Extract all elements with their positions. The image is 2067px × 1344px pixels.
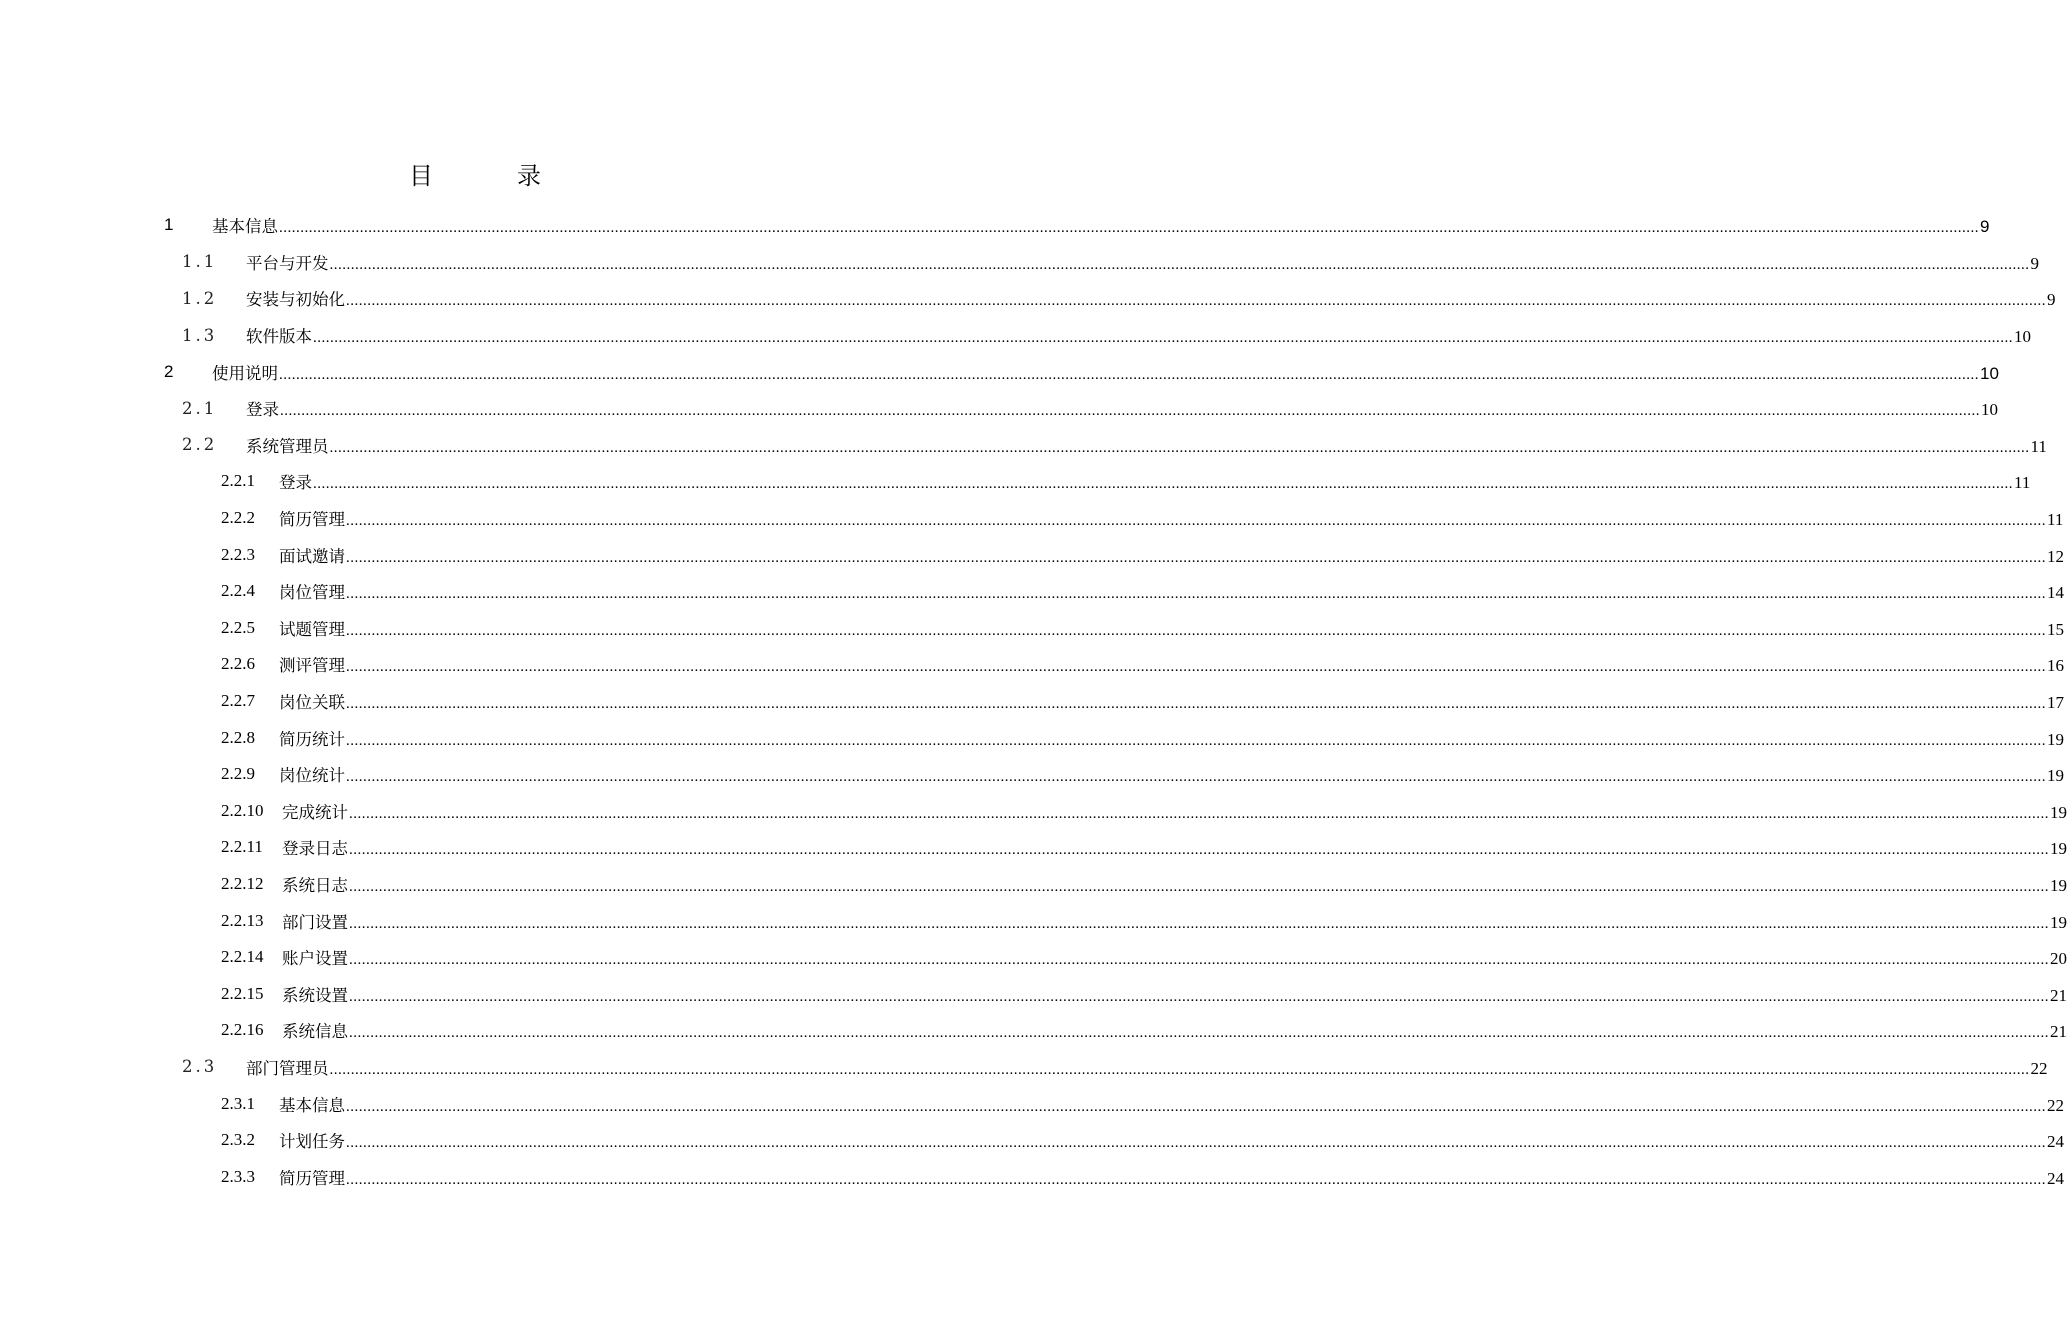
toc-entry-number: 2.2.9 bbox=[221, 764, 255, 784]
toc-entry-line bbox=[212, 360, 1999, 384]
dot-leader: ................................................................................................................................................................................................................................................................................................................................................................................................................ bbox=[279, 366, 1979, 383]
toc-entry-line bbox=[282, 909, 2067, 933]
toc-entry-line bbox=[279, 652, 2064, 676]
toc-entry-number: 1 bbox=[164, 215, 174, 235]
toc-entry-line bbox=[246, 396, 1998, 420]
toc-entry-number: 2.2.5 bbox=[221, 617, 255, 637]
toc-entry-title: 计划任务 bbox=[279, 1132, 345, 1152]
toc-entry-line bbox=[212, 213, 1990, 237]
toc-entry-number: 2.1 bbox=[182, 398, 218, 418]
toc-entry-number: 2 bbox=[164, 361, 174, 381]
dot-leader: ................................................................................................................................................................................................................................................................................................................................................................................................................ bbox=[346, 293, 2046, 310]
toc-entry-line bbox=[282, 872, 2067, 896]
dot-leader: ................................................................................................................................................................................................................................................................................................................................................................................................................ bbox=[349, 952, 2049, 969]
dot-leader: ................................................................................................................................................................................................................................................................................................................................................................................................................ bbox=[329, 439, 2030, 456]
toc-entry-page-number: 22 bbox=[2047, 1095, 2064, 1115]
dot-leader: ................................................................................................................................................................................................................................................................................................................................................................................................................ bbox=[349, 988, 2049, 1005]
toc-entry-page-number: 24 bbox=[2047, 1168, 2064, 1188]
toc-entry-page-number: 21 bbox=[2050, 1022, 2067, 1042]
toc-entry-title: 面试邀请 bbox=[279, 546, 345, 566]
toc-entry[interactable] bbox=[0, 610, 2064, 647]
toc-entry-line bbox=[246, 1055, 2048, 1079]
toc-entry-number: 2.3.2 bbox=[221, 1130, 255, 1150]
toc-entry-number: 1.1 bbox=[182, 252, 218, 272]
dot-leader: ................................................................................................................................................................................................................................................................................................................................................................................................................ bbox=[349, 878, 2049, 895]
toc-entry-page-number: 10 bbox=[2014, 327, 2031, 347]
toc-entry-line bbox=[279, 469, 2031, 493]
dot-leader: ................................................................................................................................................................................................................................................................................................................................................................................................................ bbox=[313, 330, 2013, 347]
toc-entry[interactable] bbox=[0, 683, 2064, 720]
toc-entry[interactable] bbox=[0, 719, 2064, 756]
toc-entry[interactable] bbox=[0, 573, 2064, 610]
toc-entry-title: 部门管理员 bbox=[246, 1058, 329, 1078]
toc-entry-page-number: 17 bbox=[2047, 693, 2064, 713]
toc-entry-title: 简历统计 bbox=[279, 729, 345, 749]
toc-entry-title: 登录 bbox=[246, 400, 279, 420]
toc-entry-page-number: 19 bbox=[2050, 912, 2067, 932]
toc-entry[interactable] bbox=[0, 244, 2039, 281]
toc-entry[interactable] bbox=[0, 463, 2031, 500]
toc-entry-line bbox=[246, 433, 2047, 457]
toc-entry-title: 岗位管理 bbox=[279, 583, 345, 603]
toc-entry-line bbox=[279, 726, 2064, 750]
toc-entry-line bbox=[279, 579, 2064, 603]
toc-entry-title: 登录 bbox=[279, 473, 312, 493]
dot-leader: ................................................................................................................................................................................................................................................................................................................................................................................................................ bbox=[280, 403, 1980, 420]
dot-leader: ................................................................................................................................................................................................................................................................................................................................................................................................................ bbox=[349, 805, 2049, 822]
toc-entry-line bbox=[282, 945, 2067, 969]
toc-entry-number: 2.2.4 bbox=[221, 581, 255, 601]
toc-entry-page-number: 14 bbox=[2047, 583, 2064, 603]
toc-entry-line bbox=[279, 506, 2064, 530]
toc-entry-number: 2.2.6 bbox=[221, 654, 255, 674]
toc-entry-line bbox=[246, 250, 2039, 274]
toc-entry-number: 2.2.3 bbox=[221, 544, 255, 564]
toc-entry-number: 2.2 bbox=[182, 435, 218, 455]
toc-entry-page-number: 15 bbox=[2047, 619, 2064, 639]
toc-entry[interactable] bbox=[0, 500, 2064, 537]
toc-entry-page-number: 19 bbox=[2047, 729, 2064, 749]
toc-entry-number: 2.2.12 bbox=[221, 873, 264, 893]
toc-entry-number: 2.2.16 bbox=[221, 1020, 264, 1040]
toc-entry-line bbox=[279, 689, 2064, 713]
toc-entry[interactable] bbox=[0, 1012, 2067, 1049]
toc-entry-number: 2.2.8 bbox=[221, 727, 255, 747]
toc-entry[interactable] bbox=[0, 646, 2064, 683]
toc-entry-page-number: 11 bbox=[2014, 473, 2031, 493]
toc-entry-page-number: 20 bbox=[2050, 949, 2067, 969]
toc-entry-line bbox=[279, 1165, 2064, 1189]
toc-entry[interactable] bbox=[0, 1122, 2064, 1159]
toc-entry-number: 2.2.2 bbox=[221, 508, 255, 528]
toc-entry-line bbox=[282, 982, 2067, 1006]
table-of-contents bbox=[0, 207, 2067, 1195]
toc-entry[interactable] bbox=[0, 829, 2067, 866]
dot-leader: ................................................................................................................................................................................................................................................................................................................................................................................................................ bbox=[346, 696, 2046, 713]
toc-entry-page-number: 16 bbox=[2047, 656, 2064, 676]
toc-entry[interactable] bbox=[0, 1085, 2064, 1122]
toc-entry-number: 2.2.7 bbox=[221, 691, 255, 711]
toc-entry-title: 试题管理 bbox=[279, 619, 345, 639]
toc-entry-number: 2.3.1 bbox=[221, 1093, 255, 1113]
toc-entry-page-number: 22 bbox=[2030, 1058, 2048, 1078]
toc-entry-title: 测评管理 bbox=[279, 656, 345, 676]
toc-entry-number: 2.2.13 bbox=[221, 910, 264, 930]
toc-entry[interactable] bbox=[0, 390, 1998, 427]
toc-entry-page-number: 12 bbox=[2047, 546, 2064, 566]
toc-entry-page-number: 10 bbox=[1980, 363, 1999, 383]
toc-entry-line bbox=[279, 1128, 2064, 1152]
toc-entry-title: 岗位关联 bbox=[279, 693, 345, 713]
toc-entry-page-number: 9 bbox=[1980, 217, 1990, 237]
dot-leader: ................................................................................................................................................................................................................................................................................................................................................................................................................ bbox=[346, 732, 2046, 749]
toc-entry-title: 岗位统计 bbox=[279, 766, 345, 786]
toc-entry-page-number: 19 bbox=[2050, 875, 2067, 895]
toc-entry-page-number: 9 bbox=[2030, 253, 2039, 273]
dot-leader: ................................................................................................................................................................................................................................................................................................................................................................................................................ bbox=[346, 1171, 2046, 1188]
toc-entry-page-number: 24 bbox=[2047, 1132, 2064, 1152]
toc-entry-title: 系统管理员 bbox=[246, 436, 329, 456]
toc-entry-number: 2.2.1 bbox=[221, 471, 255, 491]
toc-entry-number: 2.2.14 bbox=[221, 947, 264, 967]
toc-entry-page-number: 9 bbox=[2047, 290, 2056, 310]
toc-entry-title: 账户设置 bbox=[282, 949, 348, 969]
toc-entry[interactable] bbox=[0, 280, 2056, 317]
toc-entry-page-number: 19 bbox=[2050, 839, 2067, 859]
toc-entry-line bbox=[246, 323, 2031, 347]
toc-entry-title: 平台与开发 bbox=[246, 253, 329, 273]
toc-entry-page-number: 10 bbox=[1981, 400, 1998, 420]
dot-leader: ................................................................................................................................................................................................................................................................................................................................................................................................................ bbox=[349, 915, 2049, 932]
toc-entry-number: 2.2.15 bbox=[221, 983, 264, 1003]
toc-entry[interactable] bbox=[0, 317, 2031, 354]
dot-leader: ................................................................................................................................................................................................................................................................................................................................................................................................................ bbox=[349, 842, 2049, 859]
toc-entry-number: 2.2.11 bbox=[221, 837, 263, 857]
toc-entry[interactable] bbox=[0, 1158, 2064, 1195]
toc-entry-title: 系统日志 bbox=[282, 875, 348, 895]
toc-entry-number: 2.2.10 bbox=[221, 800, 264, 820]
dot-leader: ................................................................................................................................................................................................................................................................................................................................................................................................................ bbox=[346, 513, 2046, 530]
toc-entry-title: 系统信息 bbox=[282, 1022, 348, 1042]
dot-leader: ................................................................................................................................................................................................................................................................................................................................................................................................................ bbox=[349, 1025, 2049, 1042]
toc-entry-number: 2.3.3 bbox=[221, 1166, 255, 1186]
toc-entry-title: 系统设置 bbox=[282, 985, 348, 1005]
toc-entry-title: 部门设置 bbox=[282, 912, 348, 932]
toc-entry-title: 基本信息 bbox=[279, 1095, 345, 1115]
toc-entry[interactable] bbox=[0, 207, 1990, 244]
toc-entry-page-number: 19 bbox=[2050, 802, 2067, 822]
toc-entry-line bbox=[279, 616, 2064, 640]
toc-entry-line bbox=[279, 543, 2064, 567]
toc-entry-number: 2.3 bbox=[182, 1057, 218, 1077]
toc-entry[interactable] bbox=[0, 793, 2067, 830]
toc-entry-line bbox=[246, 286, 2056, 310]
dot-leader: ................................................................................................................................................................................................................................................................................................................................................................................................................ bbox=[346, 769, 2046, 786]
toc-entry-title: 使用说明 bbox=[212, 363, 278, 383]
dot-leader: ................................................................................................................................................................................................................................................................................................................................................................................................................ bbox=[346, 659, 2046, 676]
dot-leader: ................................................................................................................................................................................................................................................................................................................................................................................................................ bbox=[346, 549, 2046, 566]
toc-entry-number: 1.2 bbox=[182, 288, 218, 308]
toc-entry[interactable] bbox=[0, 353, 1999, 390]
toc-entry-page-number: 19 bbox=[2047, 766, 2064, 786]
toc-entry[interactable] bbox=[0, 1049, 2048, 1086]
dot-leader: ................................................................................................................................................................................................................................................................................................................................................................................................................ bbox=[346, 622, 2046, 639]
dot-leader: ................................................................................................................................................................................................................................................................................................................................................................................................................ bbox=[346, 1098, 2046, 1115]
toc-entry[interactable] bbox=[0, 756, 2064, 793]
toc-entry-number: 1.3 bbox=[182, 325, 218, 345]
toc-entry-line bbox=[282, 1018, 2067, 1042]
toc-entry[interactable] bbox=[0, 939, 2067, 976]
toc-entry-title: 安装与初始化 bbox=[246, 290, 345, 310]
dot-leader: ................................................................................................................................................................................................................................................................................................................................................................................................................ bbox=[329, 1061, 2030, 1078]
toc-entry[interactable] bbox=[0, 536, 2064, 573]
toc-entry-line bbox=[282, 799, 2067, 823]
dot-leader: ................................................................................................................................................................................................................................................................................................................................................................................................................ bbox=[329, 256, 2030, 273]
toc-entry-line bbox=[279, 762, 2064, 786]
toc-entry-page-number: 21 bbox=[2050, 985, 2067, 1005]
toc-entry-page-number: 11 bbox=[2047, 510, 2064, 530]
toc-entry-line bbox=[279, 1092, 2064, 1116]
toc-entry-title: 软件版本 bbox=[246, 327, 312, 347]
toc-entry-title: 简历管理 bbox=[279, 510, 345, 530]
toc-entry-title: 基本信息 bbox=[212, 217, 278, 237]
toc-entry-page-number: 11 bbox=[2030, 436, 2047, 456]
toc-entry-title: 登录日志 bbox=[282, 839, 348, 859]
dot-leader: ................................................................................................................................................................................................................................................................................................................................................................................................................ bbox=[279, 220, 1979, 237]
dot-leader: ................................................................................................................................................................................................................................................................................................................................................................................................................ bbox=[346, 586, 2046, 603]
dot-leader: ................................................................................................................................................................................................................................................................................................................................................................................................................ bbox=[313, 476, 2013, 493]
dot-leader: ................................................................................................................................................................................................................................................................................................................................................................................................................ bbox=[346, 1135, 2046, 1152]
toc-entry[interactable] bbox=[0, 866, 2067, 903]
toc-entry[interactable] bbox=[0, 902, 2067, 939]
toc-entry[interactable] bbox=[0, 427, 2047, 464]
toc-title: 目 录 bbox=[409, 162, 571, 190]
toc-entry-title: 完成统计 bbox=[282, 802, 348, 822]
toc-entry[interactable] bbox=[0, 975, 2067, 1012]
toc-entry-line bbox=[282, 835, 2067, 859]
toc-entry-title: 简历管理 bbox=[279, 1168, 345, 1188]
